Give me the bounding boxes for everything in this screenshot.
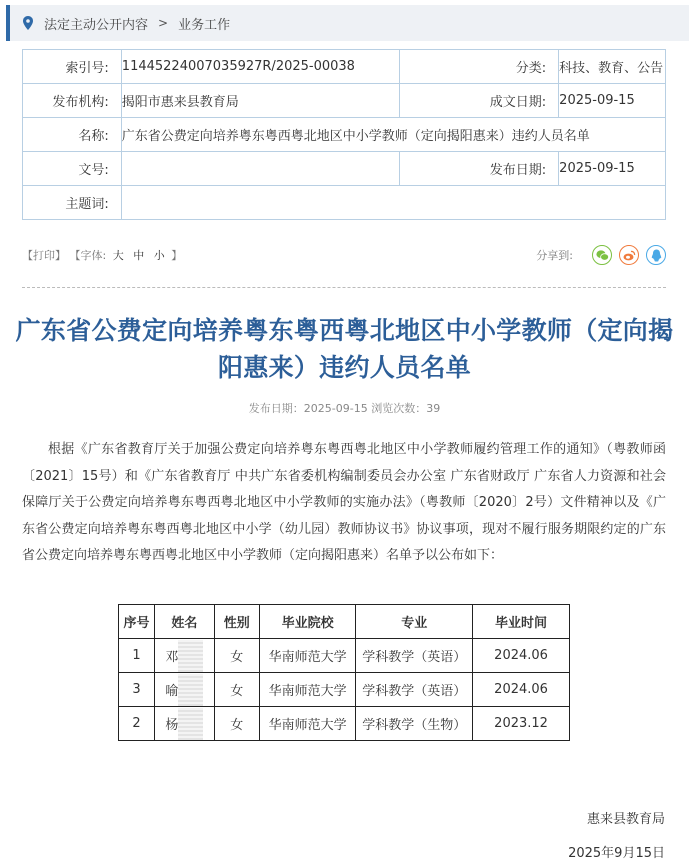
print-button[interactable]: 【打印】 — [22, 249, 66, 262]
col-header-grad-time: 毕业时间 — [473, 605, 570, 639]
metadata-table — [22, 49, 666, 220]
col-header-name: 姓名 — [154, 605, 214, 639]
cell-name — [154, 639, 214, 673]
name-redaction-blur — [178, 708, 203, 740]
article-body-paragraph: 根据《广东省教育厅关于加强公费定向培养粤东粤西粤北地区中小学教师履约管理工作的通知》（粤教师函〔2021〕15号）和《广东省教育厅 中共广东省委机构编制委员会办公室 广东省财政厅 广东省人力资源和社会保障厅关于公费定向培养粤东粤西粤北地区中小学教师的实施办法》（粤教师〔2020〕2号）文件精神以及《广东省公费定向培养粤东粤西粤北地区中小学（幼儿园）教师协议书》协议事项，现对不履行服务期限约定的广东省公费定向培养粤东粤西粤北地区中小学教师（定向揭阳惠来）名单予以公布如下： — [22, 442, 666, 563]
cell-school: 华南师范大学 — [259, 707, 356, 741]
publisher-label: 发布机构: — [23, 84, 122, 118]
breadcrumb — [6, 5, 689, 41]
cell-gender: 女 — [214, 707, 259, 741]
col-header-school: 毕业院校 — [259, 605, 356, 639]
name-redaction-blur — [178, 640, 203, 672]
name-redaction-blur — [178, 674, 203, 706]
table-row — [119, 707, 570, 741]
qq-share-button[interactable] — [646, 245, 666, 265]
font-small-button[interactable]: 小 — [153, 249, 165, 262]
cell-gender: 女 — [214, 639, 259, 673]
font-size-prefix: 【字体: — [69, 249, 107, 262]
cell-name — [154, 707, 214, 741]
name-value: 广东省公费定向培养粤东粤西粤北地区中小学教师（定向揭阳惠来）违约人员名单 — [121, 118, 665, 152]
cell-school: 华南师范大学 — [259, 639, 356, 673]
article-toolbar — [22, 244, 666, 266]
weibo-share-button[interactable] — [619, 245, 639, 265]
location-pin-icon — [22, 16, 34, 30]
font-medium-button[interactable]: 中 — [133, 249, 145, 262]
written-date-value: 2025-09-15 — [559, 84, 666, 118]
index-value: 11445224007035927R/2025-00038 — [121, 50, 399, 84]
chevron-right-icon: > — [158, 16, 169, 30]
publish-date-label: 发布日期: — [399, 152, 559, 186]
font-large-button[interactable]: 大 — [112, 249, 124, 262]
cell-grad-time: 2023.12 — [473, 707, 570, 741]
name-visible-part: 杨 — [165, 718, 179, 733]
table-row — [119, 639, 570, 673]
cell-grad-time: 2024.06 — [473, 673, 570, 707]
keywords-label: 主题词: — [23, 186, 122, 220]
signature-date: 2025年9月15日 — [568, 846, 665, 861]
keywords-value — [121, 186, 665, 220]
dashed-divider — [22, 287, 666, 288]
category-label: 分类: — [399, 50, 559, 84]
table-row — [119, 673, 570, 707]
wechat-share-button[interactable] — [592, 245, 612, 265]
index-label: 索引号: — [23, 50, 122, 84]
share-bar — [536, 245, 666, 265]
cell-major: 学科教学（英语） — [356, 639, 473, 673]
written-date-label: 成文日期: — [399, 84, 559, 118]
cell-school: 华南师范大学 — [259, 673, 356, 707]
publish-date-value: 2025-09-15 — [559, 152, 666, 186]
name-label: 名称: — [23, 118, 122, 152]
cell-major: 学科教学（英语） — [356, 673, 473, 707]
cell-seq: 1 — [119, 639, 155, 673]
breadcrumb-item-business-work[interactable]: 业务工作 — [178, 17, 231, 33]
cell-seq: 2 — [119, 707, 155, 741]
publisher-value: 揭阳市惠来县教育局 — [121, 84, 399, 118]
name-visible-part: 邓 — [165, 650, 179, 665]
font-size-suffix: 】 — [171, 249, 183, 262]
doc-number-value — [121, 152, 399, 186]
col-header-gender: 性别 — [214, 605, 259, 639]
col-header-seq: 序号 — [119, 605, 155, 639]
cell-gender: 女 — [214, 673, 259, 707]
cell-name — [154, 673, 214, 707]
doc-number-label: 文号: — [23, 152, 122, 186]
table-header-row — [119, 605, 570, 639]
cell-major: 学科教学（生物） — [356, 707, 473, 741]
qq-icon — [651, 249, 662, 262]
article-publish-info: 发布日期：2025-09-15 浏览次数：39 — [248, 402, 441, 415]
violators-table — [118, 604, 570, 741]
share-label: 分享到: — [536, 249, 573, 262]
category-value: 科技、教育、公告 — [559, 50, 666, 84]
wechat-icon — [596, 250, 609, 261]
print-font-controls — [22, 247, 182, 263]
article-title: 广东省公费定向培养粤东粤西粤北地区中小学教师（定向揭阳惠来）违约人员名单 — [15, 316, 674, 382]
name-visible-part: 喻 — [165, 684, 179, 699]
weibo-icon — [623, 250, 636, 261]
cell-grad-time: 2024.06 — [473, 639, 570, 673]
col-header-major: 专业 — [356, 605, 473, 639]
signature-organization: 惠来县教育局 — [586, 812, 665, 827]
cell-seq: 3 — [119, 673, 155, 707]
breadcrumb-item-public-content[interactable]: 法定主动公开内容 — [44, 17, 149, 33]
